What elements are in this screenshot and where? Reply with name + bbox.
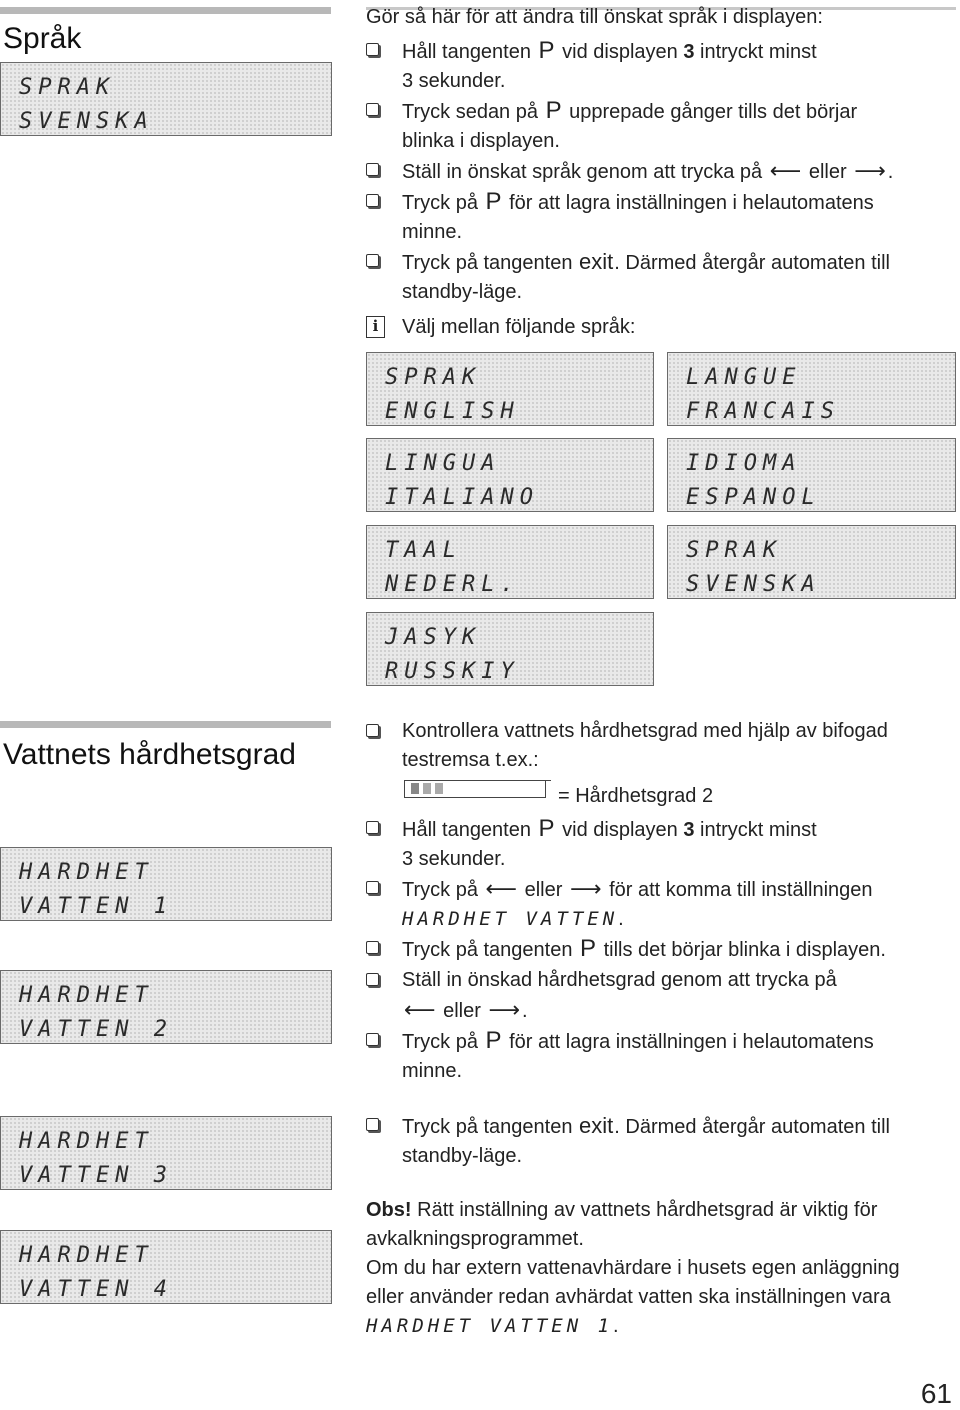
step-press-exit-2: Tryck på tangenten exit. Därmed återgår automaten till standby-läge.: [366, 1111, 956, 1171]
display-language-russian: JASYK RUSSKIY: [366, 612, 654, 686]
display-language-italian: LINGUA ITALIANO: [366, 438, 654, 512]
display-language-spanish: IDIOMA ESPANOL: [667, 438, 956, 512]
p-key: P: [580, 935, 597, 962]
p-key: P: [485, 1027, 502, 1054]
display-hardhet-2: HARDHET VATTEN 2: [0, 970, 332, 1044]
step-navigate-hardhet: Tryck på ⟵ eller ⟶ för att komma till inställningen HARDHET VATTEN.: [366, 874, 956, 934]
display-line2: SVENSKA: [19, 109, 154, 134]
checkbox-bullet: [366, 254, 379, 267]
display-hardhet-3: HARDHET VATTEN 3: [0, 1116, 332, 1190]
display-language-swedish: SPRAK SVENSKA: [667, 525, 956, 599]
display-sprak: [0, 62, 332, 136]
step-press-p-blink: Tryck på tangenten P tills det börjar blinka i displayen.: [366, 934, 956, 965]
test-strip-icon: [404, 780, 546, 798]
arrow-left-icon: ⟵: [485, 876, 518, 901]
intro-text: Gör så här för att ändra till önskat språk i displayen:: [366, 6, 823, 28]
checkbox-bullet: [366, 821, 379, 834]
arrow-right-icon: ⟶: [488, 997, 521, 1022]
checkbox-bullet: [366, 973, 379, 986]
step-set-hardness: Ställ in önskad hårdhetsgrad genom att trycka på ⟵ eller ⟶ .: [366, 966, 956, 1026]
checkbox-bullet: [366, 43, 379, 56]
checkbox-bullet: [366, 724, 379, 737]
step-select-language: Ställ in önskat språk genom att trycka på ⟵ eller ⟶ .: [366, 156, 956, 187]
section-title-sprak: Språk: [3, 22, 82, 55]
test-strip-caption: = Hårdhetsgrad 2: [558, 785, 714, 807]
exit-key: exit: [579, 249, 614, 274]
p-key: P: [545, 97, 562, 124]
obs-label: Obs!: [366, 1199, 412, 1221]
arrow-left-icon: ⟵: [769, 158, 802, 183]
info-icon: i: [366, 316, 385, 338]
inline-display-text: HARDHET VATTEN 1: [366, 1315, 614, 1337]
p-key: P: [485, 188, 502, 215]
checkbox-bullet: [366, 103, 379, 116]
checkbox-bullet: [366, 1033, 379, 1046]
page-number: 61: [920, 1378, 952, 1409]
section-title-hardhet: Vattnets hårdhetsgrad: [3, 738, 296, 771]
checkbox-bullet: [366, 1118, 379, 1131]
checkbox-bullet: [366, 941, 379, 954]
display-language-french: LANGUE FRANCAIS: [667, 352, 956, 426]
step-hold-p: Håll tangenten P vid displayen 3 intryckt minst 3 sekunder.: [366, 36, 956, 96]
section-rule-left-2: [0, 721, 331, 728]
step-press-exit: Tryck på tangenten exit. Därmed återgår automaten till standby-läge.: [366, 247, 956, 307]
display-line1: SPRAK: [19, 75, 116, 100]
arrow-left-icon: ⟵: [404, 997, 436, 1022]
obs-note: Obs! Rätt inställning av vattnets hårdhetsgrad är viktig för avkalkningsprogrammet. Om du har extern vattenavhärdare i husets egen anläggning eller använder redan avhärdat vatten ska inställningen vara HARDHET VATTEN 1.: [366, 1199, 900, 1337]
checkbox-bullet: [366, 163, 379, 176]
checkbox-bullet: [366, 881, 379, 894]
display-hardhet-4: HARDHET VATTEN 4: [0, 1230, 332, 1304]
step-hold-p-2: Håll tangenten P vid displayen 3 intryckt minst 3 sekunder.: [366, 814, 956, 874]
checkbox-bullet: [366, 194, 379, 207]
step-press-p-repeat: Tryck sedan på P upprepade gånger tills det börjar blinka i displayen.: [366, 96, 956, 156]
step-check-hardness: Kontrollera vattnets hårdhetsgrad med hjälp av bifogad testremsa t.ex.:: [366, 717, 956, 775]
display-language-english: SPRAK ENGLISH: [366, 352, 654, 426]
display-hardhet-1: HARDHET VATTEN 1: [0, 847, 332, 921]
arrow-right-icon: ⟶: [569, 876, 602, 901]
p-key: P: [538, 37, 555, 64]
section-rule-left: [0, 7, 331, 14]
inline-display-text: HARDHET VATTEN: [402, 908, 619, 930]
info-text: Välj mellan följande språk:: [402, 316, 636, 338]
p-key: P: [538, 815, 555, 842]
exit-key: exit: [579, 1113, 614, 1138]
arrow-right-icon: ⟶: [854, 158, 886, 183]
step-store-p: Tryck på P för att lagra inställningen i helautomatens minne.: [366, 187, 956, 247]
display-language-dutch: TAAL NEDERL.: [366, 525, 654, 599]
step-store-p-2: Tryck på P för att lagra inställningen i helautomatens minne.: [366, 1026, 956, 1086]
